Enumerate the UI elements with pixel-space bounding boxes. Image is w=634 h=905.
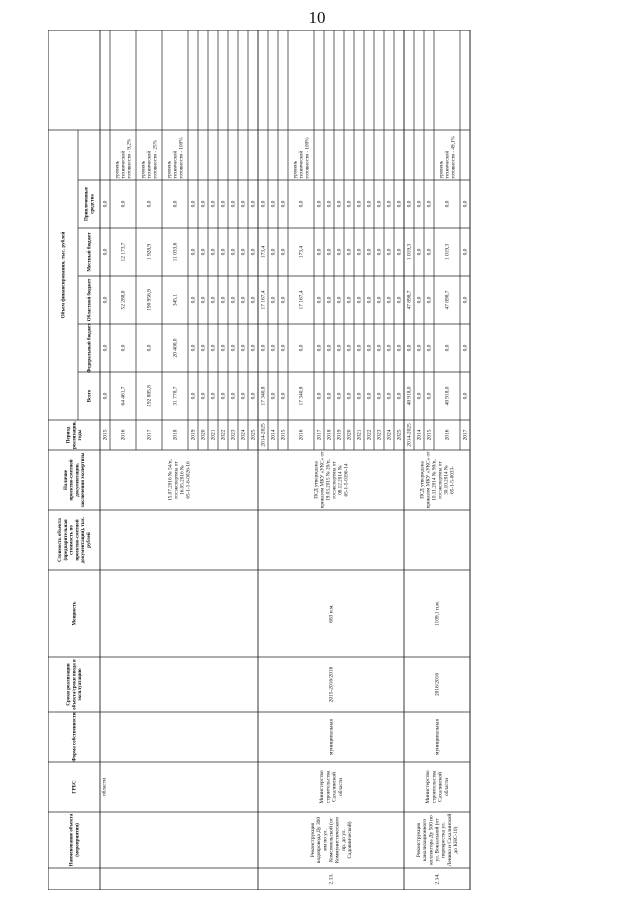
value-regional: 0,0 (336, 296, 343, 304)
period-year: 2019 (336, 429, 343, 441)
result-text: уровеньтехническойготовности - 100% (292, 137, 311, 179)
period-year: 2015 (102, 429, 109, 441)
documentation: ПСД утвержденаприказом МКУ «УКС» от19.03.2015 № 20/п,госэкспертиза от08.12.2014 №65-1-5-0196-14 (313, 451, 350, 509)
value-regional: 0,0 (200, 296, 207, 304)
value-local: 0,0 (200, 248, 207, 256)
page-number: 10 (308, 8, 326, 27)
value-local: 0,0 (376, 248, 383, 256)
value-other: 0,0 (210, 200, 217, 208)
value-other: 0,0 (146, 200, 153, 208)
grbs: области (101, 777, 108, 797)
period-year: 2017 (316, 429, 323, 441)
value-local: 0,0 (326, 248, 333, 256)
value-other: 0,0 (220, 200, 227, 208)
period-year: 2022 (366, 429, 373, 441)
value-other: 0,0 (416, 200, 423, 208)
value-federal: 0,0 (336, 344, 343, 352)
value-federal: 0,0 (210, 344, 217, 352)
value-local: 0,0 (280, 248, 287, 256)
grbs: МинистерствостроительстваСахалинскойобласти (425, 770, 450, 804)
value-local: 1 019,3 (406, 243, 413, 261)
header-total: Всего (87, 389, 93, 403)
value-federal: 0,0 (426, 344, 433, 352)
value-other: 0,0 (462, 200, 469, 208)
value-regional: 0,0 (376, 296, 383, 304)
value-local: 0,0 (102, 248, 109, 256)
funding-table (48, 30, 584, 890)
value-local: 0,0 (250, 248, 257, 256)
value-regional: 47 898,7 (406, 290, 413, 310)
value-total: 0,0 (416, 392, 423, 400)
period-year: 2015 (426, 429, 433, 441)
value-federal: 0,0 (366, 344, 373, 352)
header-grbs: ГРБС (72, 780, 78, 794)
value-total: 0,0 (376, 392, 383, 400)
object-name: Реконструкцияканализационногоколлектора Ду 500 поул. Вокзальной (отперекрестка ул.Ленина и Сахалинскойдо КНС-10) (415, 813, 460, 867)
value-other: 0,0 (386, 200, 393, 208)
header-capacity: Мощность (72, 601, 78, 626)
value-federal: 0,0 (356, 344, 363, 352)
value-regional: 0,0 (280, 296, 287, 304)
value-federal: 0,0 (406, 344, 413, 352)
header-documentation: Наличиепроектно-сметнойдокументации,заключения экспертизы (63, 452, 86, 508)
period-year: 2016 (298, 429, 305, 441)
value-total: 31 778,7 (172, 386, 179, 406)
value-other: 0,0 (270, 200, 277, 208)
period-year: 2021 (210, 429, 217, 441)
value-local: 0,0 (210, 248, 217, 256)
period-year: 2014 (416, 429, 423, 441)
period-year: 2017 (462, 429, 469, 441)
value-federal: 0,0 (120, 344, 127, 352)
value-total: 17 340,8 (298, 386, 305, 406)
period-year: 2024 (386, 429, 393, 441)
value-other: 0,0 (346, 200, 353, 208)
value-regional: 190 956,9 (146, 289, 153, 311)
value-other: 0,0 (326, 200, 333, 208)
period-year: 2014 (270, 429, 277, 441)
value-other: 0,0 (260, 200, 267, 208)
header-object-name: Наименование объекта(мероприятия) (69, 813, 81, 867)
row-number: 2.13. (328, 873, 335, 885)
value-federal: 0,0 (146, 344, 153, 352)
value-other: 0,0 (200, 200, 207, 208)
value-regional: 47 898,7 (444, 290, 451, 310)
value-total: 0,0 (190, 392, 197, 400)
value-local: 0,0 (366, 248, 373, 256)
ownership: муниципальная (328, 719, 335, 755)
value-other: 0,0 (426, 200, 433, 208)
value-federal: 0,0 (280, 344, 287, 352)
value-total: 0,0 (220, 392, 227, 400)
value-regional: 0,0 (240, 296, 247, 304)
period-year: 2015 (280, 429, 287, 441)
value-total: 0,0 (462, 392, 469, 400)
value-federal: 20 400,0 (172, 338, 179, 358)
ownership: муниципальная (434, 719, 441, 755)
value-total: 192 885,8 (146, 385, 153, 407)
value-other: 0,0 (316, 200, 323, 208)
value-total: 0,0 (280, 392, 287, 400)
value-federal: 0,0 (386, 344, 393, 352)
value-local: 173,4 (298, 245, 305, 259)
value-total: 0,0 (356, 392, 363, 400)
value-federal: 0,0 (240, 344, 247, 352)
result-text: уровеньтехническойготовности - 25% (140, 140, 159, 179)
value-federal: 0,0 (316, 344, 323, 352)
value-regional: 0,0 (386, 296, 393, 304)
value-total: 0,0 (200, 392, 207, 400)
value-total: 48 918,0 (406, 386, 413, 406)
value-regional: 0,0 (210, 296, 217, 304)
value-other: 0,0 (120, 200, 127, 208)
header-timing: Сроки реализацииобъекта/сроки ввода вэксплуатацию (66, 659, 84, 710)
value-regional: 0,0 (270, 296, 277, 304)
header-cost: Стоимость объекта(предварительнаястоимость попроектно-сметнойдокументации), тыс.рублей (58, 516, 92, 564)
value-local: 12 173,7 (120, 242, 127, 262)
value-regional: 17 167,4 (298, 290, 305, 310)
documentation: 15.07.2016 № 54/п,госэкспертиза от16.05.2016 №65-1-1-6-0026-16 (167, 459, 192, 501)
value-federal: 0,0 (298, 344, 305, 352)
period-year: 2021 (356, 429, 363, 441)
header-other: Привлеченныесредства (84, 186, 96, 222)
period-year: 2025 (250, 429, 257, 441)
header-local: Местный бюджет (87, 232, 93, 272)
value-regional: 345,1 (172, 293, 179, 307)
period-year: 2016 (444, 429, 451, 441)
value-local: 0,0 (316, 248, 323, 256)
value-regional: 52 288,0 (120, 290, 127, 310)
value-other: 0,0 (102, 200, 109, 208)
value-other: 0,0 (396, 200, 403, 208)
value-local: 0,0 (230, 248, 237, 256)
value-regional: 0,0 (102, 296, 109, 304)
value-regional: 17 167,4 (260, 290, 267, 310)
value-regional: 0,0 (220, 296, 227, 304)
row-number: 2.14. (434, 873, 441, 885)
value-federal: 0,0 (462, 344, 469, 352)
value-total: 0,0 (386, 392, 393, 400)
header-regional: Областной бюджет (87, 278, 93, 322)
header-period: Периодреализации,годы (66, 421, 84, 449)
value-total: 0,0 (366, 392, 373, 400)
value-other: 0,0 (366, 200, 373, 208)
value-total: 0,0 (102, 392, 109, 400)
value-federal: 0,0 (260, 344, 267, 352)
documentation: ПСД утвержденаприказом МКУ «УКС» от10.11.2014 № 90/п,госэкспертиза от30.10.2014 №65-1-5-0033- (419, 451, 456, 509)
header-funding-group: Объем финансирования, тыс. рублей (60, 231, 67, 319)
value-federal: 0,0 (190, 344, 197, 352)
value-other: 0,0 (280, 200, 287, 208)
value-total: 0,0 (250, 392, 257, 400)
value-other: 0,0 (406, 200, 413, 208)
value-federal: 0,0 (102, 344, 109, 352)
value-regional: 0,0 (356, 296, 363, 304)
object-name: Реконструкцияводопровода Ду 300мм по ул.Комсомольской (отКоммунистическогопр. до ул.Садовнической) (309, 816, 354, 864)
value-regional: 0,0 (366, 296, 373, 304)
value-federal: 0,0 (396, 344, 403, 352)
value-regional: 0,0 (316, 296, 323, 304)
funding-table-grid (48, 30, 584, 890)
value-local: 1 019,3 (444, 243, 451, 261)
timing: 2015-2016/2016 (328, 666, 335, 703)
value-local: 0,0 (356, 248, 363, 256)
value-local: 1 928,9 (146, 243, 153, 261)
value-federal: 0,0 (416, 344, 423, 352)
value-other: 0,0 (444, 200, 451, 208)
grbs: МинистерствостроительстваСахалинскойобласти (319, 770, 344, 804)
value-total: 0,0 (316, 392, 323, 400)
value-local: 0,0 (462, 248, 469, 256)
header-federal: Федеральный бюджет (87, 323, 93, 373)
value-local: 0,0 (386, 248, 393, 256)
value-local: 0,0 (346, 248, 353, 256)
capacity: 1109,1 п.м. (434, 601, 441, 626)
value-regional: 0,0 (250, 296, 257, 304)
value-total: 0,0 (396, 392, 403, 400)
period-year: 2020 (346, 429, 353, 441)
value-local: 0,0 (220, 248, 227, 256)
value-federal: 0,0 (326, 344, 333, 352)
value-total: 0,0 (336, 392, 343, 400)
value-federal: 0,0 (376, 344, 383, 352)
value-regional: 0,0 (326, 296, 333, 304)
value-total: 0,0 (346, 392, 353, 400)
value-other: 0,0 (172, 200, 179, 208)
period-year: 2024 (240, 429, 247, 441)
timing: 2016/2016 (434, 672, 441, 697)
value-federal: 0,0 (270, 344, 277, 352)
value-regional: 0,0 (416, 296, 423, 304)
period-year: 2016 (120, 429, 127, 441)
value-regional: 0,0 (346, 296, 353, 304)
period-year: 2017 (146, 429, 153, 441)
period-year: 2023 (230, 429, 237, 441)
result-text: уровеньтехническойготовности - 100% (166, 137, 185, 179)
period-year: 2018 (172, 429, 179, 441)
value-regional: 0,0 (426, 296, 433, 304)
value-local: 0,0 (336, 248, 343, 256)
period-year: 2019 (190, 429, 197, 441)
value-federal: 0,0 (230, 344, 237, 352)
value-other: 0,0 (240, 200, 247, 208)
value-federal: 0,0 (250, 344, 257, 352)
period-year: 2020 (200, 429, 207, 441)
period-year: 2018 (326, 429, 333, 441)
value-local: 11 033,6 (172, 242, 179, 262)
value-local: 0,0 (416, 248, 423, 256)
value-other: 0,0 (356, 200, 363, 208)
period-year: 2022 (220, 429, 227, 441)
value-other: 0,0 (230, 200, 237, 208)
value-federal: 0,0 (200, 344, 207, 352)
value-total: 0,0 (270, 392, 277, 400)
value-other: 0,0 (336, 200, 343, 208)
value-other: 0,0 (376, 200, 383, 208)
value-total: 0,0 (326, 392, 333, 400)
capacity: 683 п.м. (328, 604, 335, 623)
value-other: 0,0 (250, 200, 257, 208)
value-regional: 0,0 (462, 296, 469, 304)
value-local: 0,0 (426, 248, 433, 256)
value-total: 0,0 (426, 392, 433, 400)
period-year: 2025 (396, 429, 403, 441)
value-federal: 0,0 (346, 344, 353, 352)
value-regional: 0,0 (396, 296, 403, 304)
value-local: 0,0 (396, 248, 403, 256)
value-total: 0,0 (240, 392, 247, 400)
value-regional: 0,0 (230, 296, 237, 304)
value-federal: 0,0 (444, 344, 451, 352)
period-year: 2023 (376, 429, 383, 441)
value-local: 0,0 (270, 248, 277, 256)
value-total: 64 461,7 (120, 386, 127, 406)
value-federal: 0,0 (220, 344, 227, 352)
result-text: уровеньтехническойготовности - 49,1% (438, 136, 457, 179)
value-local: 173,4 (260, 245, 267, 259)
header-ownership: Форма собственности (72, 712, 78, 762)
value-other: 0,0 (190, 200, 197, 208)
value-total: 48 918,0 (444, 386, 451, 406)
period-year: 2014-2025 (260, 423, 267, 447)
value-local: 0,0 (190, 248, 197, 256)
result-text: уровеньтехническойготовности - 9,2% (114, 138, 133, 179)
value-total: 17 340,8 (260, 386, 267, 406)
value-local: 0,0 (240, 248, 247, 256)
period-year: 2014-2025 (406, 423, 413, 447)
value-other: 0,0 (298, 200, 305, 208)
value-total: 0,0 (210, 392, 217, 400)
value-total: 0,0 (230, 392, 237, 400)
value-regional: 0,0 (190, 296, 197, 304)
